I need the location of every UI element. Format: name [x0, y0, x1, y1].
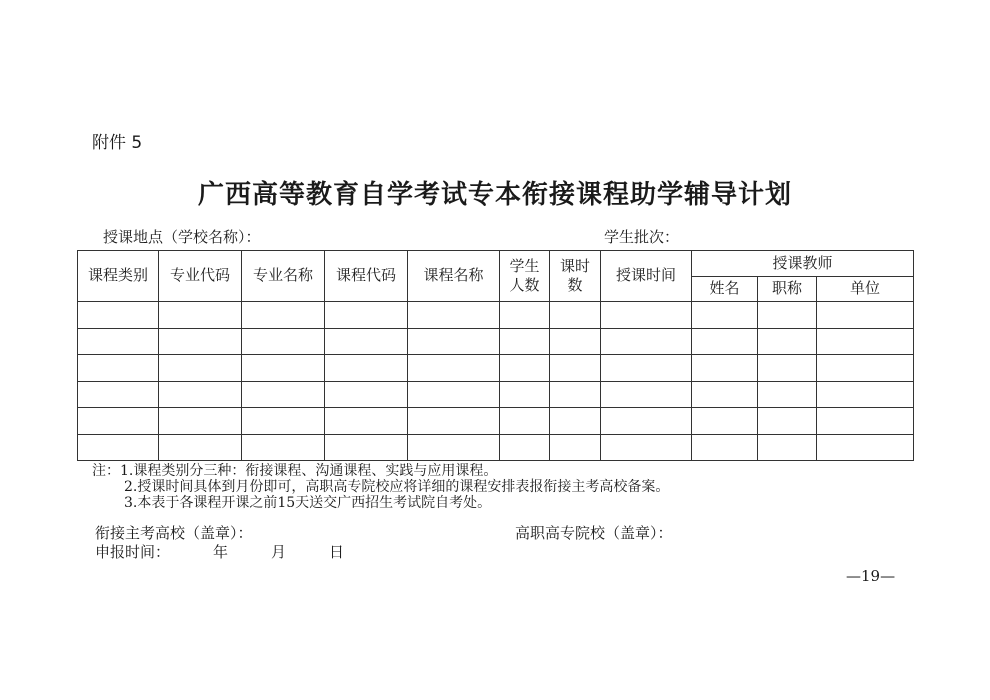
table-cell[interactable] — [601, 302, 692, 329]
table-cell[interactable] — [817, 381, 914, 408]
note-2: 2.授课时间具体到月份即可，高职高专院校应将详细的课程安排表报衔接主考高校备案。 — [124, 479, 670, 495]
date-year-label: 年 — [213, 543, 229, 561]
table-cell[interactable] — [500, 408, 550, 435]
table-cell[interactable] — [78, 408, 159, 435]
notes-block — [92, 463, 669, 511]
header-student-count — [500, 251, 550, 302]
table-row — [78, 302, 914, 329]
header-student-count-line2: 人数 — [509, 276, 540, 294]
table-cell[interactable] — [758, 434, 817, 461]
table-cell[interactable] — [500, 302, 550, 329]
table-cell[interactable] — [500, 355, 550, 382]
table-cell[interactable] — [601, 408, 692, 435]
table-cell[interactable] — [159, 408, 242, 435]
table-cell[interactable] — [325, 355, 408, 382]
header-course-category: 课程类别 — [78, 251, 159, 302]
table-cell[interactable] — [758, 408, 817, 435]
table-cell[interactable] — [692, 408, 758, 435]
table-cell[interactable] — [78, 355, 159, 382]
table-cell[interactable] — [817, 328, 914, 355]
table-cell[interactable] — [159, 328, 242, 355]
table-cell[interactable] — [408, 302, 500, 329]
table-cell[interactable] — [758, 355, 817, 382]
table-cell[interactable] — [500, 381, 550, 408]
header-teacher-unit: 单位 — [817, 277, 914, 302]
table-cell[interactable] — [692, 434, 758, 461]
table-cell[interactable] — [758, 328, 817, 355]
table-header-row — [78, 251, 914, 277]
table-cell[interactable] — [325, 434, 408, 461]
table-cell[interactable] — [550, 381, 601, 408]
table-cell[interactable] — [692, 355, 758, 382]
table-cell[interactable] — [817, 408, 914, 435]
table-cell[interactable] — [78, 434, 159, 461]
header-course-name: 课程名称 — [408, 251, 500, 302]
submission-date-label: 申报时间： — [95, 543, 171, 561]
table-cell[interactable] — [325, 302, 408, 329]
table-cell[interactable] — [692, 328, 758, 355]
table-cell[interactable] — [242, 355, 325, 382]
table-cell[interactable] — [408, 434, 500, 461]
date-month-label: 月 — [271, 543, 287, 561]
table-cell[interactable] — [159, 302, 242, 329]
note-1: 注：1.课程类别分三种：衔接课程、沟通课程、实践与应用课程。 — [92, 463, 498, 479]
document-title: 广西高等教育自学考试专本衔接课程助学辅导计划 — [197, 180, 792, 210]
vocational-college-seal-label: 高职高专院校（盖章）： — [515, 524, 673, 542]
table-cell[interactable] — [500, 434, 550, 461]
main-university-seal-label: 衔接主考高校（盖章）： — [95, 524, 253, 542]
table-cell[interactable] — [78, 381, 159, 408]
table-cell[interactable] — [325, 328, 408, 355]
header-course-code: 课程代码 — [325, 251, 408, 302]
note-3: 3.本表于各课程开课之前15天送交广西招生考试院自考处。 — [124, 495, 492, 511]
table-row — [78, 381, 914, 408]
table-cell[interactable] — [601, 355, 692, 382]
table-cell[interactable] — [601, 328, 692, 355]
submission-date — [95, 541, 344, 562]
table-cell[interactable] — [692, 381, 758, 408]
table-cell[interactable] — [78, 302, 159, 329]
header-class-hours-line1: 课时 — [559, 256, 590, 275]
table-cell[interactable] — [817, 302, 914, 329]
table-row — [78, 355, 914, 382]
teaching-location-label: 授课地点（学校名称）： — [103, 228, 261, 246]
table-cell[interactable] — [242, 302, 325, 329]
table-cell[interactable] — [159, 381, 242, 408]
table-cell[interactable] — [408, 381, 500, 408]
header-major-name: 专业名称 — [242, 251, 325, 302]
table-cell[interactable] — [692, 302, 758, 329]
header-class-hours-line2: 数 — [567, 276, 583, 294]
table-cell[interactable] — [550, 355, 601, 382]
header-student-count-line1: 学生 — [509, 256, 540, 275]
page-number: —19— — [846, 567, 896, 585]
table-cell[interactable] — [758, 302, 817, 329]
table-cell[interactable] — [408, 408, 500, 435]
table-cell[interactable] — [242, 328, 325, 355]
table-cell[interactable] — [325, 408, 408, 435]
table-cell[interactable] — [601, 434, 692, 461]
table-row — [78, 328, 914, 355]
table-cell[interactable] — [78, 328, 159, 355]
header-major-code: 专业代码 — [159, 251, 242, 302]
table-cell[interactable] — [550, 328, 601, 355]
table-cell[interactable] — [159, 434, 242, 461]
table-cell[interactable] — [758, 381, 817, 408]
table-cell[interactable] — [242, 434, 325, 461]
header-teacher-group: 授课教师 — [692, 251, 914, 277]
attachment-label: 附件 5 — [92, 133, 143, 153]
table-cell[interactable] — [817, 355, 914, 382]
table-cell[interactable] — [601, 381, 692, 408]
table-row — [78, 408, 914, 435]
header-teacher-title: 职称 — [758, 277, 817, 302]
header-teaching-time: 授课时间 — [601, 251, 692, 302]
table-cell[interactable] — [550, 434, 601, 461]
tutoring-plan-table — [77, 250, 914, 461]
table-cell[interactable] — [408, 328, 500, 355]
header-teacher-name: 姓名 — [692, 277, 758, 302]
table-cell[interactable] — [242, 408, 325, 435]
table-cell[interactable] — [550, 408, 601, 435]
table-cell[interactable] — [550, 302, 601, 329]
table-cell[interactable] — [325, 381, 408, 408]
table-cell[interactable] — [408, 355, 500, 382]
student-batch-label: 学生批次： — [604, 228, 680, 246]
header-class-hours — [550, 251, 601, 302]
table-cell[interactable] — [500, 328, 550, 355]
table-cell[interactable] — [242, 381, 325, 408]
table-cell[interactable] — [817, 434, 914, 461]
table-body — [78, 302, 914, 461]
table-row — [78, 434, 914, 461]
date-day-label: 日 — [329, 543, 345, 561]
table-cell[interactable] — [159, 355, 242, 382]
